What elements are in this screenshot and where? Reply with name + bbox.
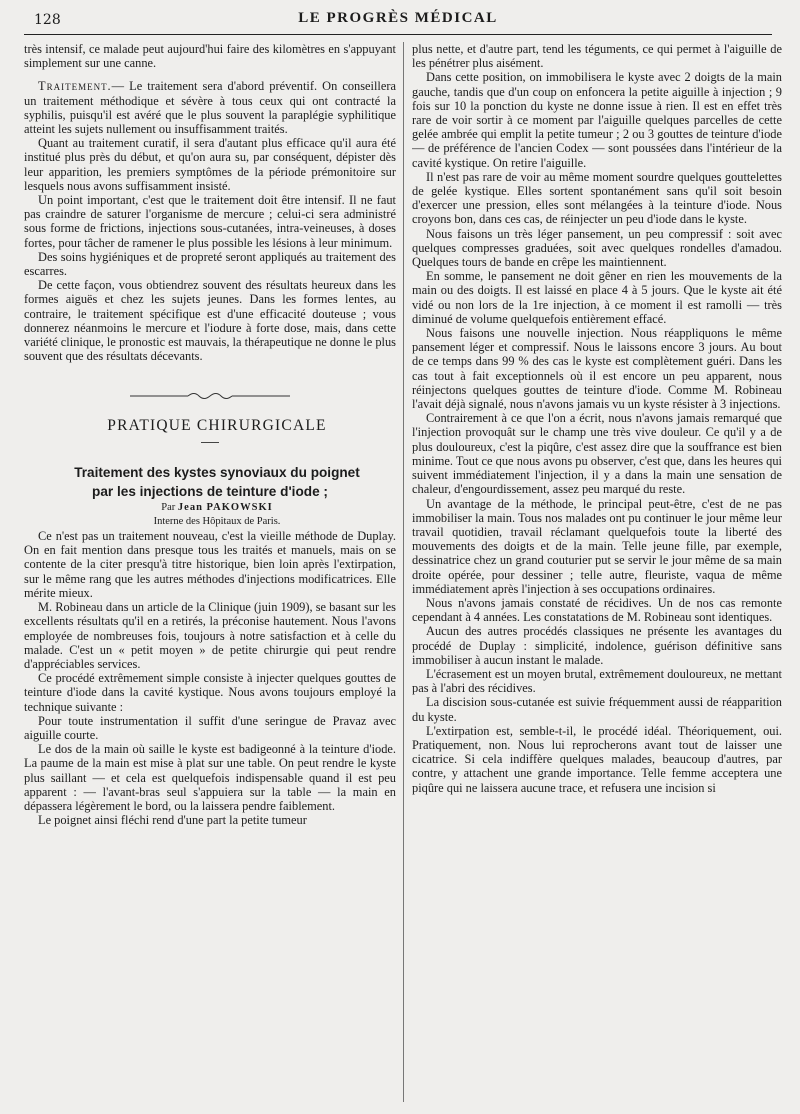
author-affiliation: Interne des Hôpitaux de Paris. [153,515,281,527]
paragraph: En somme, le pansement ne doit gêner en rien les mouvements de la main ou des doigts. Il est laissé en place 4 à 5 jours. Que le kyste ait été vidé ou non lors de la 1re injection, à ce moment il est ramolli — très diminué de volume quelquefois entièrement effacé. [412,269,782,326]
paragraph: L'écrasement est un moyen brutal, extrêmement douloureux, ne mettant pas à l'abri des récidives. [412,666,782,696]
paragraph: Traitement.— Le traitement sera d'abord préventif. On conseillera un traitement méthodique et sévère à tous ceux qui ont contracté la syphilis, puisqu'il est avéré que le plus souvent la paraplégie syphilitique atteint les sujets nullement ou insuffisamment traités. [24,79,396,137]
paragraph: Pour toute instrumentation il suffit d'une seringue de Pravaz avec aiguille courte. [24,713,396,742]
paragraph: Des soins hygiéniques et de propreté seront appliqués au traitement des escarres. [24,249,396,279]
ornament-divider [24,389,396,403]
paragraph: Le poignet ainsi fléchi rend d'une part la petite tumeur [38,813,307,828]
paragraph: Nous faisons une nouvelle injection. Nous réappliquons le même pansement léger et compressif. Nous le laissons encore 3 jours. Au bout de ce temps dans 99 % des cas le kyste est complètement guéri. Dans les cas tout à fait exceptionnels où il est encore un peu apparent, nous réinjectons quelques gouttes de teinture d'iode. Comme M. Robineau l'avait déjà signalé, nous n'avons jamais vu un kyste résister à 3 injections. [412,326,782,412]
paragraph: Un point important, c'est que le traitement doit être intensif. Il ne faut pas craindre de saturer l'organisme de mercure ; celui-ci sera administré sous forme de frictions, injections sous-cutanées, intra-veineuses, à doses fortes, pour tâcher de ramener le plus possible les lésions à leur minimum. [24,193,396,250]
paragraph: Ce n'est pas un traitement nouveau, c'est la vieille méthode de Duplay. On en fait mention dans presque tous les traités et manuels, mais on se contente de la citer presqu'à titre historique, bien loin après l'extirpation, sur le même rang que les autres méthodes d'injections modificatrices. Elle mérite mieux. [24,529,396,600]
section-title: PRATIQUE CHIRURGICALE [107,417,327,435]
paragraph: La discision sous-cutanée est suivie fréquemment aussi de réapparition du kyste. [412,695,782,724]
paragraph: plus nette, et d'autre part, tend les téguments, ce qui permet à l'aiguille de les pénétrer plus aisément. [412,42,782,71]
left-column [24,42,396,1106]
paragraph: Contrairement à ce que l'on a écrit, nous n'avons jamais remarqué que l'injection provoquât sur le champ une très vive douleur. Ce qu'il y a de plus douloureux, c'est la piqûre, c'est assez dire que la souffrance est bien minime. Tout ce que nous avons pu observer, c'est que, dans les heures qui suivent immédiatement l'injection, il y a dans la main une sensation de chaleur, d'engourdissement, assez peu marqué du reste. [412,411,782,497]
right-column [412,42,782,1106]
paragraph: Le dos de la main où saille le kyste est badigeonné à la teinture d'iode. La paume de la main est mise à plat sur une table. On peut rendre le kyste plus saillant — et cela est quelquefois indispensable quand il est peu apparent : — l'avant-bras seul s'appuiera sur la table — la main en dépassera légèrement le bord, ou la laissera pendre faiblement. [24,742,396,813]
paragraph: Ce procédé extrêmement simple consiste à injecter quelques gouttes de teinture d'iode dans la cavité kystique. Nous avons toujours employé la technique suivante : [24,671,396,714]
paragraph: De cette façon, vous obtiendrez souvent des résultats heureux dans les formes aiguës et chez les sujets jeunes. Dans les formes lentes, au contraire, le traitement spécifique est d'une efficacité douteuse ; vous donnerez néanmoins le mercure et l'iodure à forte dose, mais, dans cette variété clinique, le pronostic est mauvais, la thérapeutique ne donne le plus souvent que des résultats décevants. [24,278,396,364]
author-name: Jean PAKOWSKI [177,501,273,513]
paragraph: M. Robineau dans un article de la Clinique (juin 1909), se basant sur les excellents résultats qu'il en a retirés, la préconise hautement. Nous l'avons employée de nombreuses fois, toujours à notre satisfaction et à celle du malade. C'est un « petit moyen » de petite chirurgie qui peut rendre d'appréciables services. [24,600,396,671]
section-lead: Traitement. [38,79,112,94]
paragraph: Nous faisons un très léger pansement, un peu compressif : soit avec quelques compresses graduées, soit avec quelques rondelles d'amadou. Quelques tours de bande en crêpe les maintiennent. [412,226,782,270]
title-rule [201,442,219,443]
running-head: LE PROGRÈS MÉDICAL [298,10,498,26]
byline: Par Jean PAKOWSKI [161,501,273,513]
paragraph: Dans cette position, on immobilisera le kyste avec 2 doigts de la main gauche, tandis que d'un coup on enfoncera la petite aiguille à injection ; 9 fois sur 10 la ponction du kyste ne donne issue à rien. Il est en effet très rare de voir sortir à ce moment par l'aiguille quelques parcelles de cette gelée ambrée qui emplit la petite tumeur ; 2 ou 3 gouttes de teinture d'iode — de préférence de l'ancien Codex — sont poussées dans l'intérieur de la cavité kystique. On retire l'aiguille. [412,70,782,170]
paragraph: Nous n'avons jamais constaté de récidives. Un de nos cas remonte cependant à 4 années. Les constatations de M. Robineau sont identiques. [412,595,782,625]
paragraph: Un avantage de la méthode, le principal peut-être, c'est de ne pas immobiliser la main. Tous nos malades ont pu continuer le jour même leur travail quotidien, travail réclamant quelquefois toute la liberté des mouvements des doigts et de la main. Telle jeune fille, par exemple, dessinatrice chez un grand couturier put se servir le jour même de sa main droite opérée, pour dessiner ; telle autre, fleuriste, vaqua de même immédiatement après l'injection à ses occupations ordinaires. [412,496,782,596]
page-header [24,8,772,35]
paragraph: Il n'est pas rare de voir au même moment sourdre quelques gouttelettes de gelée kystique. Elles sortent spontanément sans qu'il soit besoin d'exercer une pression, elles sont mélangées à la teinture d'iode. Nous croyons bon, dans ces cas, de réinjecter un peu d'iode dans le kyste. [412,169,782,227]
page-number: 128 [34,12,61,28]
paragraph: très intensif, ce malade peut aujourd'hui faire des kilomètres en s'appuyant simplement sur une canne. [24,42,396,71]
paragraph: L'extirpation est, semble-t-il, le procédé idéal. Théoriquement, oui. Pratiquement, non. Nous lui reprocherons avant tout de laisser une cicatrice. Si cela indiffère quelques malades, beaucoup d'autres, par contre, y attachent une grande importance. Telle femme acceptera une piqûre qui ne laissera aucune trace, et refusera une incision si [412,723,782,795]
paragraph: Aucun des autres procédés classiques ne présente les avantages du procédé de Duplay : simplicité, indolence, guérison définitive sans immobiliser à aucun instant le malade. [412,624,782,667]
article-title: Traitement des kystes synoviaux du poignet par les injections de teinture d'iode ; [74,464,360,499]
column-divider [403,42,404,1102]
paragraph: Quant au traitement curatif, il sera d'autant plus efficace qu'il aura été institué plus près du début, et qu'on aura su, par conséquent, dépister dès leur apparition, les premiers symptômes de la période prémonitoire sur lesquels nous avons suffisamment insisté. [24,136,396,193]
